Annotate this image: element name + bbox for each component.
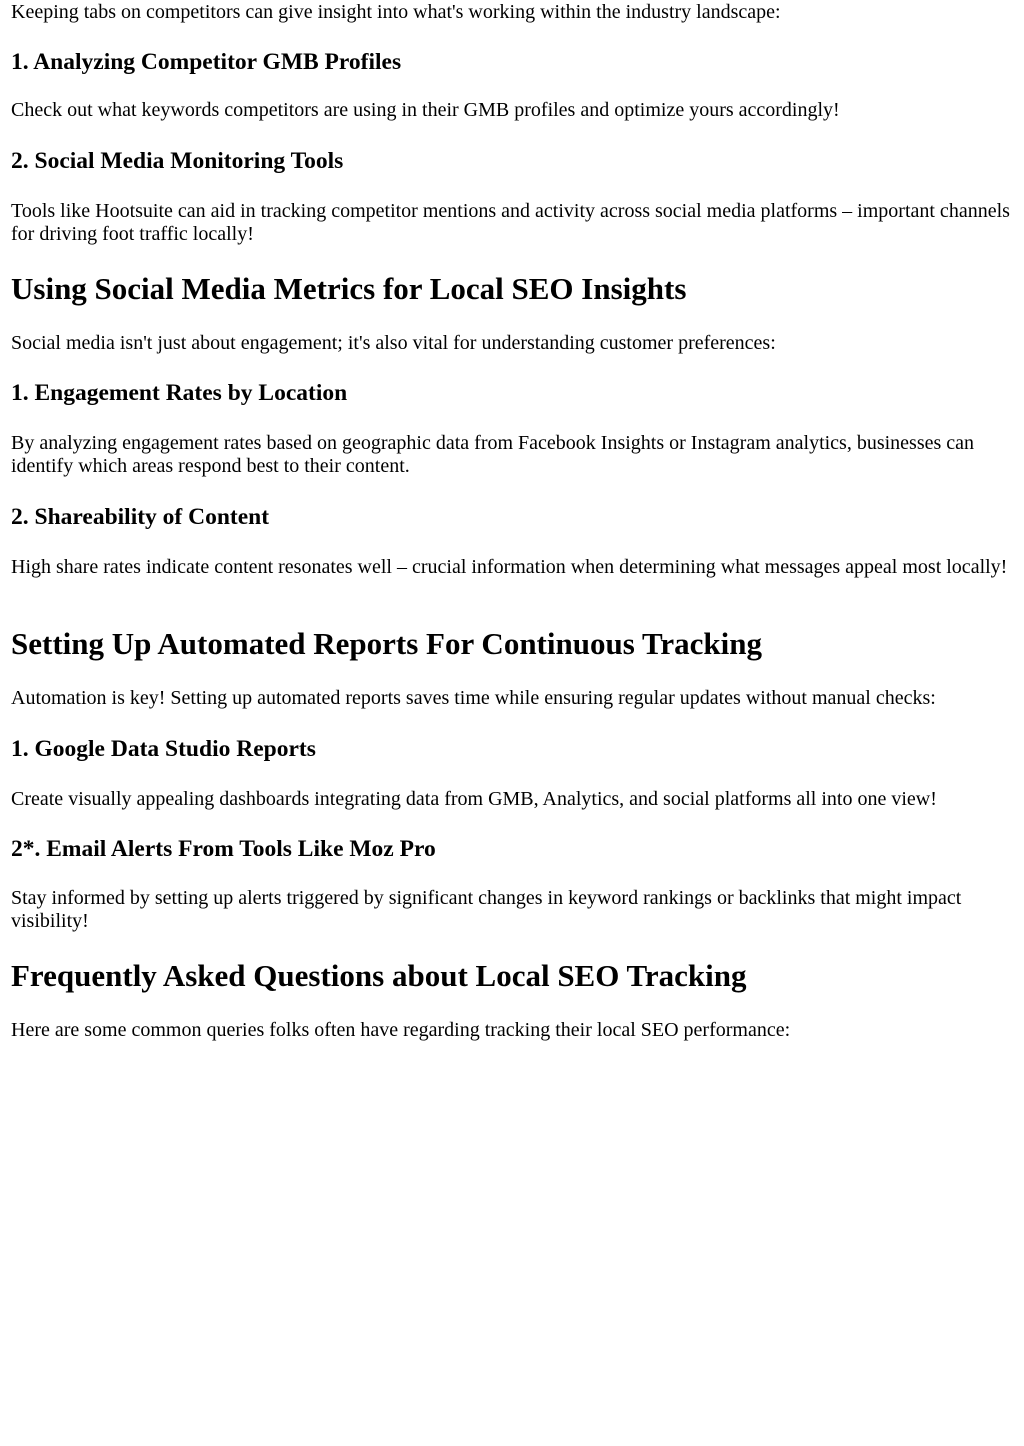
social-monitoring-paragraph: Tools like Hootsuite can aid in tracking competitor mentions and activity across social media platforms – important channels for driving foot traffic locally! — [11, 200, 1010, 245]
shareability-heading: 2. Shareability of Content — [11, 504, 270, 530]
automated-reports-intro: Automation is key! Setting up automated reports saves time while ensuring regular updates without manual checks: — [11, 687, 936, 709]
competitor-gmb-heading: 1. Analyzing Competitor GMB Profiles — [11, 49, 402, 75]
shareability-paragraph: High share rates indicate content resonates well – crucial information when determining what messages appeal most locally! — [11, 556, 1008, 578]
social-metrics-heading: Using Social Media Metrics for Local SEO Insights — [11, 271, 687, 306]
competitor-gmb-paragraph: Check out what keywords competitors are using in their GMB profiles and optimize yours accordingly! — [11, 99, 840, 121]
email-alerts-heading: 2*. Email Alerts From Tools Like Moz Pro — [11, 836, 436, 862]
engagement-rates-heading: 1. Engagement Rates by Location — [11, 380, 348, 406]
social-monitoring-heading: 2. Social Media Monitoring Tools — [11, 148, 344, 174]
automated-reports-heading: Setting Up Automated Reports For Continuous Tracking — [11, 626, 762, 661]
engagement-rates-paragraph: By analyzing engagement rates based on geographic data from Facebook Insights or Instagram analytics, businesses can identify which areas respond best to their content. — [11, 432, 975, 477]
data-studio-heading: 1. Google Data Studio Reports — [11, 736, 316, 762]
social-metrics-intro: Social media isn't just about engagement; it's also vital for understanding customer preferences: — [11, 332, 776, 354]
competitor-intro-paragraph: Keeping tabs on competitors can give insight into what's working within the industry landscape: — [11, 1, 781, 23]
data-studio-paragraph: Create visually appealing dashboards integrating data from GMB, Analytics, and social platforms all into one view! — [11, 788, 937, 810]
faq-intro: Here are some common queries folks often have regarding tracking their local SEO performance: — [11, 1019, 791, 1041]
faq-heading: Frequently Asked Questions about Local SEO Tracking — [11, 958, 747, 993]
email-alerts-paragraph: Stay informed by setting up alerts triggered by significant changes in keyword rankings or backlinks that might impact visibility! — [11, 887, 962, 932]
